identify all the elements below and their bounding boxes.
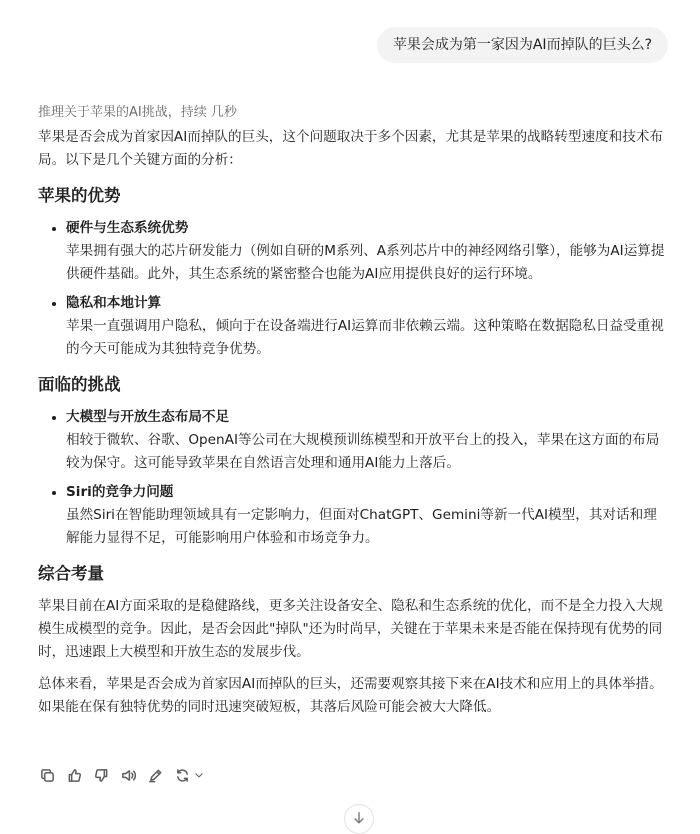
list-item-title: • 隐私和本地计算 [66,295,162,311]
section-heading-challenges: 面临的挑战 [38,375,121,394]
section-heading-advantages: 苹果的优势 [38,186,121,205]
list-item [66,406,670,475]
thumbs-up-icon[interactable] [65,766,83,784]
user-message-bubble: 苹果会成为第一家因为AI而掉队的巨头么? [377,27,668,63]
list-item [66,292,670,361]
chevron-down-icon[interactable] [194,766,204,784]
thumbs-down-icon[interactable] [92,766,110,784]
scroll-to-bottom-button[interactable] [344,804,374,834]
conclusion-paragraph: 苹果目前在AI方面采取的是稳健路线，更多关注设备安全、隐私和生态系统的优化，而不是全力投入大规模生成模型的竞争。因此，是否会因此"掉队"还为时尚早，关键在于苹果未来是否能在保持现有优势的同时，迅速跟上大模型和开放生态的发展步伐。 [38,598,664,660]
list-item-desc: 虽然Siri在智能助理领域具有一定影响力，但面对ChatGPT、Gemini等新一代AI模型，其对话和理解能力显得不足，可能影响用户体验和市场竞争力。 [66,507,657,546]
message-actions [38,766,204,784]
assistant-response [38,126,670,728]
regenerate-icon[interactable] [173,766,191,784]
arrow-down-icon [352,811,366,825]
thinking-label[interactable]: 推理关于苹果的AI挑战，持续 几秒 [38,105,237,120]
list-item [66,481,670,550]
list-item-desc: 苹果拥有强大的芯片研发能力（例如自研的M系列、A系列芯片中的神经网络引擎），能够为AI运算提供硬件基础。此外，其生态系统的紧密整合也能为AI应用提供良好的运行环境。 [66,243,665,282]
list-item-desc: 相较于微软、谷歌、OpenAI等公司在大规模预训练模型和开放平台上的投入，苹果在这方面的布局较为保守。这可能导致苹果在自然语言处理和通用AI能力上落后。 [66,432,660,471]
conclusion-paragraph: 总体来看，苹果是否会成为首家因AI而掉队的巨头，还需要观察其接下来在AI技术和应用上的具体举措。如果能在保有独特优势的同时迅速突破短板，其落后风险可能会被大大降低。 [38,676,663,715]
intro-paragraph: 苹果是否会成为首家因AI而掉队的巨头，这个问题取决于多个因素，尤其是苹果的战略转型速度和技术布局。以下是几个关键方面的分析： [38,129,664,168]
list-item-title: • 大模型与开放生态布局不足 [66,409,230,425]
advantages-list [38,217,670,361]
speaker-icon[interactable] [119,766,137,784]
list-item-title: • Siri的竞争力问题 [66,484,174,500]
list-item-title: • 硬件与生态系统优势 [66,220,189,236]
challenges-list [38,406,670,550]
copy-icon[interactable] [38,766,56,784]
list-item [66,217,670,286]
edit-icon[interactable] [146,766,164,784]
list-item-desc: 苹果一直强调用户隐私，倾向于在设备端进行AI运算而非依赖云端。这种策略在数据隐私日益受重视的今天可能成为其独特竞争优势。 [66,318,664,357]
section-heading-conclusion: 综合考量 [38,564,104,583]
